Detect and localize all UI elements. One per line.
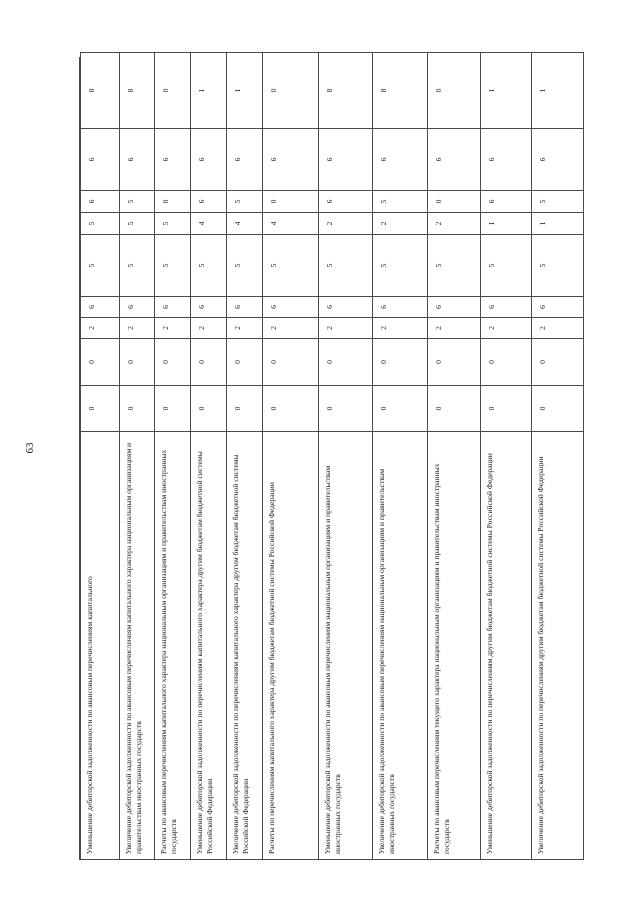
cell-col-1: 0	[81, 386, 120, 432]
cell-col-4: 6	[120, 297, 155, 318]
cell-col-6: 1	[481, 213, 532, 235]
cell-col-7: 0	[428, 191, 481, 213]
rotated-table-frame	[80, 53, 583, 860]
cell-col-3: 2	[263, 318, 319, 339]
cell-col-9: 1	[532, 53, 584, 129]
cell-col-8: 6	[120, 129, 155, 191]
row-description: Расчеты по авансовым перечислениям капитального характера национальным организациям и правительствам иностранных государств	[155, 432, 191, 860]
cell-col-5: 5	[263, 235, 319, 297]
row-description: Расчеты по авансовым перечислениям текущего характера национальным организациям и правительствам иностранных государств	[428, 432, 481, 860]
cell-col-1: 0	[319, 386, 373, 432]
row-description: Расчеты по перечислениям капитального характера другим бюджетам бюджетной системы Российской Федерации	[263, 432, 319, 860]
cell-col-5: 5	[81, 235, 120, 297]
cell-col-2: 0	[428, 339, 481, 386]
cell-col-1: 0	[155, 386, 191, 432]
cell-col-3: 2	[81, 318, 120, 339]
cell-col-7: 5	[227, 191, 263, 213]
page-number: 63	[24, 442, 36, 454]
cell-col-8: 6	[81, 129, 120, 191]
cell-col-1: 0	[120, 386, 155, 432]
row-description: Увеличение дебиторской задолженности по авансовым перечислениям национальным организациям и правительствам иностранных государств	[373, 432, 428, 860]
cell-col-2: 0	[81, 339, 120, 386]
cell-col-8: 6	[263, 129, 319, 191]
cell-col-6: 4	[263, 213, 319, 235]
cell-col-3: 2	[155, 318, 191, 339]
cell-col-3: 2	[319, 318, 373, 339]
cell-col-1: 0	[532, 386, 584, 432]
cell-col-7: 5	[532, 191, 584, 213]
table-row	[428, 53, 481, 860]
cell-col-2: 0	[227, 339, 263, 386]
cell-col-7: 6	[81, 191, 120, 213]
cell-col-4: 6	[373, 297, 428, 318]
cell-col-3: 2	[532, 318, 584, 339]
cell-col-5: 5	[155, 235, 191, 297]
cell-col-4: 6	[227, 297, 263, 318]
cell-col-2: 0	[120, 339, 155, 386]
cell-col-2: 0	[191, 339, 227, 386]
cell-col-9: 8	[81, 53, 120, 129]
table-row	[532, 53, 584, 860]
cell-col-3: 2	[191, 318, 227, 339]
table-row	[155, 53, 191, 860]
cell-col-3: 2	[373, 318, 428, 339]
cell-col-9: 1	[481, 53, 532, 129]
cell-col-2: 0	[532, 339, 584, 386]
cell-col-9: 1	[227, 53, 263, 129]
table-row	[81, 53, 120, 860]
row-description: Увеличение дебиторской задолженности по перечислениям капитального характера другим бюджетам бюджетной системы Российской Федерации	[227, 432, 263, 860]
cell-col-1: 0	[373, 386, 428, 432]
cell-col-2: 0	[263, 339, 319, 386]
cell-col-8: 6	[191, 129, 227, 191]
cell-col-9: 0	[263, 53, 319, 129]
cell-col-2: 0	[481, 339, 532, 386]
cell-col-8: 6	[532, 129, 584, 191]
cell-col-1: 0	[227, 386, 263, 432]
cell-col-1: 0	[191, 386, 227, 432]
cell-col-2: 0	[319, 339, 373, 386]
cell-col-9: 8	[319, 53, 373, 129]
cell-col-4: 6	[481, 297, 532, 318]
cell-col-9: 0	[428, 53, 481, 129]
table-row	[191, 53, 227, 860]
row-description: Уменьшение дебиторской задолженности по перечислениям другим бюджетам бюджетной системы Российской Федерации	[481, 432, 532, 860]
cell-col-7: 5	[373, 191, 428, 213]
cell-col-5: 5	[373, 235, 428, 297]
cell-col-5: 5	[428, 235, 481, 297]
cell-col-3: 2	[227, 318, 263, 339]
row-description: Уменьшение дебиторской задолженности по перечислениям капитального характера другим бюджетам бюджетной системы Российской Федерации	[191, 432, 227, 860]
cell-col-3: 2	[120, 318, 155, 339]
cell-col-8: 6	[155, 129, 191, 191]
cell-col-6: 2	[319, 213, 373, 235]
cell-col-5: 5	[481, 235, 532, 297]
cell-col-6: 4	[227, 213, 263, 235]
cell-col-5: 5	[227, 235, 263, 297]
cell-col-4: 6	[532, 297, 584, 318]
table-row	[120, 53, 155, 860]
cell-col-5: 5	[532, 235, 584, 297]
table-row	[373, 53, 428, 860]
cell-col-3: 2	[428, 318, 481, 339]
table-row	[263, 53, 319, 860]
cell-col-6: 5	[81, 213, 120, 235]
cell-col-4: 6	[155, 297, 191, 318]
cell-col-1: 0	[428, 386, 481, 432]
cell-col-3: 2	[481, 318, 532, 339]
cell-col-4: 6	[81, 297, 120, 318]
cell-col-4: 6	[191, 297, 227, 318]
cell-col-8: 6	[481, 129, 532, 191]
cell-col-6: 2	[373, 213, 428, 235]
cell-col-5: 5	[191, 235, 227, 297]
cell-col-6: 4	[191, 213, 227, 235]
cell-col-7: 0	[263, 191, 319, 213]
cell-col-4: 6	[263, 297, 319, 318]
row-description: Увеличение дебиторской задолженности по авансовым перечислениям капитального характера национальным организациям и правительствам иностранных государств	[120, 432, 155, 860]
cell-col-6: 1	[532, 213, 584, 235]
cell-col-1: 0	[263, 386, 319, 432]
cell-col-7: 5	[120, 191, 155, 213]
cell-col-5: 5	[120, 235, 155, 297]
cell-col-9: 1	[191, 53, 227, 129]
cell-col-6: 2	[428, 213, 481, 235]
cell-col-6: 5	[120, 213, 155, 235]
cell-col-2: 0	[155, 339, 191, 386]
cell-col-4: 6	[319, 297, 373, 318]
cell-col-7: 6	[191, 191, 227, 213]
cell-col-1: 0	[481, 386, 532, 432]
row-description: Увеличение дебиторской задолженности по перечислениям другим бюджетам бюджетной системы Российской Федерации	[532, 432, 584, 860]
cell-col-9: 8	[120, 53, 155, 129]
cell-col-5: 5	[319, 235, 373, 297]
table-row	[227, 53, 263, 860]
cell-col-2: 0	[373, 339, 428, 386]
row-description: Уменьшение дебиторской задолженности по авансовым перечислениям национальным организациям и правительствам иностранных государств	[319, 432, 373, 860]
cell-col-4: 6	[428, 297, 481, 318]
cell-col-8: 6	[319, 129, 373, 191]
cell-col-6: 5	[155, 213, 191, 235]
table-row	[319, 53, 373, 860]
ledger-table	[80, 52, 584, 860]
cell-col-9: 0	[155, 53, 191, 129]
row-description: Уменьшение дебиторской задолженности по авансовым перечислениям капитального	[81, 432, 120, 860]
cell-col-8: 6	[227, 129, 263, 191]
cell-col-8: 6	[428, 129, 481, 191]
cell-col-8: 6	[373, 129, 428, 191]
table-row	[481, 53, 532, 860]
cell-col-7: 6	[481, 191, 532, 213]
cell-col-9: 8	[373, 53, 428, 129]
cell-col-7: 6	[319, 191, 373, 213]
cell-col-7: 0	[155, 191, 191, 213]
